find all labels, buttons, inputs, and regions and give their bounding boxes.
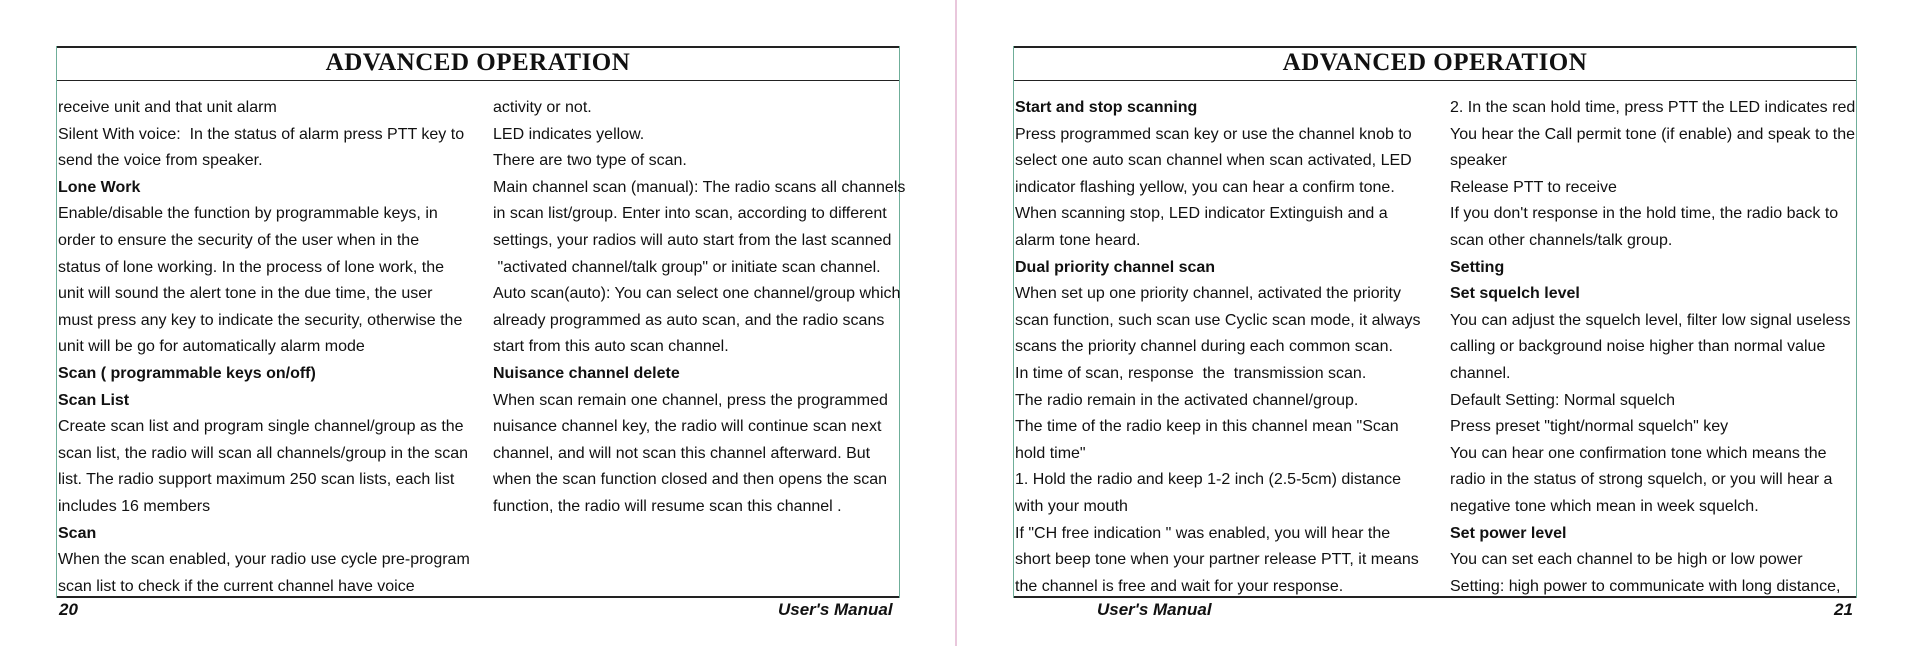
text-line: receive unit and that unit alarm — [58, 99, 277, 116]
text-line: The time of the radio keep in this channel mean "Scan — [1015, 418, 1399, 436]
text-column-1 — [1015, 95, 1421, 600]
text-line: When the scan enabled, your radio use cycle pre-program — [58, 551, 470, 569]
text-line: start from this auto scan channel. — [493, 338, 729, 356]
text-line: channel. — [1450, 364, 1511, 382]
page-heading: ADVANCED OPERATION — [1282, 49, 1588, 76]
text-line: channel, and will not scan this channel afterward. But — [493, 444, 871, 462]
text-column-2 — [493, 95, 905, 521]
text-line: select one auto scan channel when scan activated, LED — [1015, 152, 1412, 170]
text-line: You can hear one confirmation tone which means the — [1450, 444, 1827, 462]
text-column-1 — [58, 95, 470, 600]
text-line: There are two type of scan. — [493, 152, 687, 170]
footer-rule — [57, 596, 899, 598]
text-line: in scan list/group. Enter into scan, according to different — [493, 205, 887, 223]
text-line: Enable/disable the function by programmable keys, in — [58, 205, 438, 223]
manual-label: User's Manual — [1097, 600, 1212, 619]
text-line: hold time" — [1015, 444, 1086, 462]
text-line: scan list, the radio will scan all channels/group in the scan — [58, 444, 468, 462]
text-line: send the voice from speaker. — [58, 152, 263, 170]
text-line: unit will sound the alert tone in the due time, the user — [58, 285, 433, 303]
text-line: The radio remain in the activated channel/group. — [1015, 391, 1359, 409]
section-heading: Setting — [1450, 258, 1505, 276]
text-line: includes 16 members — [58, 497, 211, 515]
text-line: scan function, such scan use Cyclic scan mode, it always — [1015, 311, 1421, 329]
text-line: When set up one priority channel, activated the priority — [1015, 285, 1401, 303]
text-line: the channel is free and wait for your response. — [1015, 577, 1344, 595]
header-rule — [1014, 46, 1856, 48]
text-line: list. The radio support maximum 250 scan lists, each list — [58, 471, 455, 489]
section-heading: Scan ( programmable keys on/off) — [58, 364, 316, 382]
text-line: If "CH free indication " was enabled, you will hear the — [1015, 524, 1391, 542]
text-line: Create scan list and program single channel/group as the — [58, 418, 464, 436]
text-column-2 — [1450, 95, 1855, 600]
text-line: activity or not. — [493, 99, 592, 116]
section-heading: Lone Work — [58, 178, 141, 196]
section-heading: Dual priority channel scan — [1015, 258, 1216, 276]
text-line: "activated channel/talk group" or initiate scan channel. — [493, 258, 881, 276]
text-line: scans the priority channel during each common scan. — [1015, 338, 1393, 356]
page-number: 20 — [59, 600, 78, 619]
section-heading: Start and stop scanning — [1015, 99, 1198, 116]
text-line: short beep tone when your partner release PTT, it means — [1015, 551, 1419, 569]
text-line: unit will be go for automatically alarm mode — [58, 338, 365, 356]
text-line: settings, your radios will auto start from the last scanned — [493, 231, 892, 249]
text-line: nuisance channel key, the radio will continue scan next — [493, 418, 882, 436]
text-line: Silent With voice: In the status of alarm press PTT key to — [58, 125, 465, 143]
text-line: You can adjust the squelch level, filter low signal useless — [1450, 311, 1851, 329]
text-line: negative tone which mean in week squelch. — [1450, 497, 1759, 515]
heading-rule — [57, 80, 899, 81]
text-line: already programmed as auto scan, and the radio scans — [493, 311, 885, 329]
page-number: 21 — [1834, 600, 1853, 619]
header-rule — [57, 46, 899, 48]
text-line: order to ensure the security of the user when in the — [58, 231, 420, 249]
text-line: You can set each channel to be high or low power — [1450, 551, 1803, 569]
text-line: calling or background noise higher than normal value — [1450, 338, 1826, 356]
section-heading: Set power level — [1450, 524, 1567, 542]
left-page-frame — [56, 46, 906, 598]
text-line: status of lone working. In the process of lone work, the — [58, 258, 444, 276]
text-line: scan other channels/talk group. — [1450, 231, 1673, 249]
text-line: Press programmed scan key or use the channel knob to — [1015, 125, 1412, 143]
right-page-frame — [1013, 46, 1857, 598]
text-line: Main channel scan (manual): The radio scans all channels — [493, 178, 906, 196]
text-line: Release PTT to receive — [1450, 178, 1617, 196]
manual-label: User's Manual — [778, 600, 893, 619]
left-page — [0, 0, 955, 646]
text-line: when the scan function closed and then opens the scan — [493, 471, 888, 489]
text-line: 2. In the scan hold time, press PTT the LED indicates red — [1450, 99, 1856, 116]
text-line: function, the radio will resume scan this channel . — [493, 497, 842, 515]
text-line: Press preset "tight/normal squelch" key — [1450, 418, 1729, 436]
text-line: LED indicates yellow. — [493, 125, 645, 143]
text-line: 1. Hold the radio and keep 1-2 inch (2.5-5cm) distance — [1015, 471, 1401, 489]
text-line: alarm tone heard. — [1015, 231, 1141, 249]
page-heading: ADVANCED OPERATION — [325, 49, 631, 76]
text-line: indicator flashing yellow, you can hear a confirm tone. — [1015, 178, 1395, 196]
text-line: radio in the status of strong squelch, or you will hear a — [1450, 471, 1833, 489]
text-line: scan list to check if the current channel have voice — [58, 577, 415, 595]
text-line: When scanning stop, LED indicator Extinguish and a — [1015, 205, 1388, 223]
text-line: with your mouth — [1015, 497, 1128, 515]
section-heading: Scan — [58, 524, 97, 542]
text-line: You hear the Call permit tone (if enable) and speak to the — [1450, 125, 1855, 143]
text-line: speaker — [1450, 152, 1507, 170]
heading-rule — [1014, 80, 1856, 81]
right-page — [957, 0, 1911, 646]
footer-rule — [1014, 596, 1856, 598]
text-line: Auto scan(auto): You can select one channel/group which — [493, 285, 901, 303]
text-line: In time of scan, response the transmission scan. — [1015, 364, 1367, 382]
text-line: must press any key to indicate the security, otherwise the — [58, 311, 463, 329]
section-heading: Set squelch level — [1450, 285, 1580, 303]
text-line: Default Setting: Normal squelch — [1450, 391, 1675, 409]
text-line: When scan remain one channel, press the programmed — [493, 391, 888, 409]
section-heading: Scan List — [58, 391, 130, 409]
section-heading: Nuisance channel delete — [493, 364, 680, 382]
text-line: Setting: high power to communicate with long distance, — [1450, 577, 1841, 595]
text-line: If you don't response in the hold time, the radio back to — [1450, 205, 1839, 223]
